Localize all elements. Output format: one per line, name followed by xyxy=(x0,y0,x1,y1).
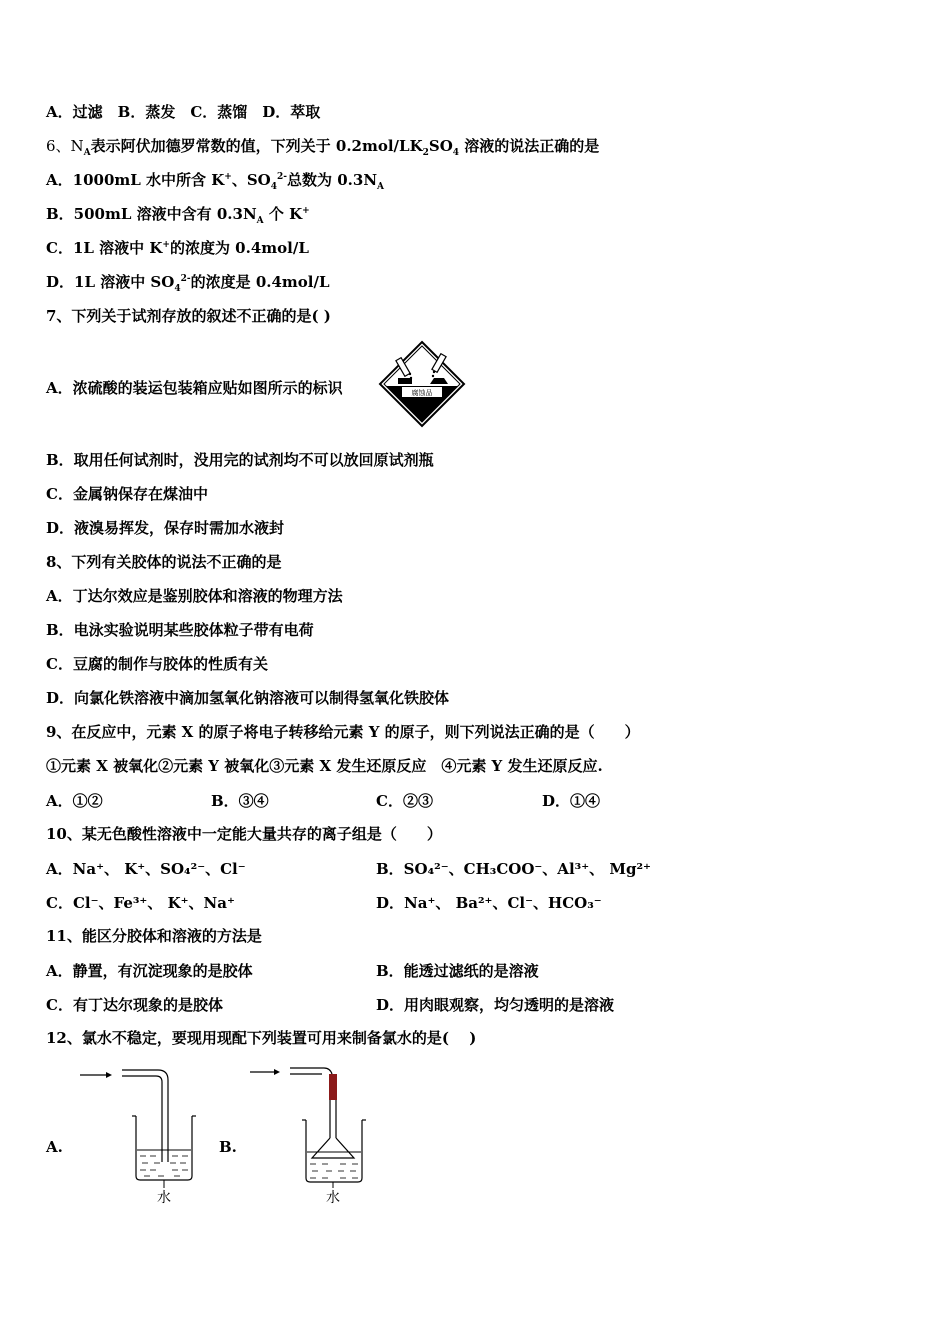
q9-stem: 9、在反应中，元素 X 的原子将电子转移给元素 Y 的原子，则下列说法正确的是（ ） xyxy=(46,723,640,741)
q8-option-b: B．电泳实验说明某些胶体粒子带有电荷 xyxy=(46,621,314,639)
q6-stem-b: SO xyxy=(428,137,453,155)
rubber-tube xyxy=(329,1074,337,1100)
corrosive-sign-text: 腐蚀品 xyxy=(411,389,433,397)
q9-option-c: C．②③ xyxy=(376,792,433,810)
q9-option-a: A．①② xyxy=(46,792,103,810)
q11-option-c: C．有丁达尔现象的是胶体 xyxy=(46,996,223,1014)
water-label-b: 水 xyxy=(326,1190,340,1204)
q9-option-d: D．①④ xyxy=(542,792,601,810)
q11-stem: 11、能区分胶体和溶液的方法是 xyxy=(46,927,262,945)
q6-option-a: A．1000mL 水中所含 K+、$SO_4^{2-}$总数为 $0.3N_A$ xyxy=(46,171,385,192)
q6-stem-a: 表示阿伏加德罗常数的值，下列关于 0.2mol/LK xyxy=(90,137,423,155)
beaker-icon xyxy=(136,1116,192,1180)
q6-option-b: B．500mL 溶液中含有 $0.3N_A$ 个 K+ xyxy=(46,205,310,226)
q7-option-d: D．液溴易挥发，保存时需加水液封 xyxy=(46,519,285,537)
water-label-a: 水 xyxy=(157,1190,171,1204)
funnel-icon xyxy=(312,1138,354,1158)
q9-items: ①元素 X 被氧化②元素 Y 被氧化③元素 X 发生还原反应 ④元素 Y 发生还原反应. xyxy=(46,757,603,775)
q6-sub-2: 2 xyxy=(422,148,429,158)
q6-sub-a: A xyxy=(83,148,91,158)
q10-option-d: D．Na⁺、 Ba²⁺、Cl⁻、HCO₃⁻ xyxy=(376,894,602,912)
q10-stem: 10、某无色酸性溶液中一定能大量共存的离子组是（ ） xyxy=(46,825,442,843)
q12-stem: 12、氯水不稳定，要现用现配下列装置可用来制备氯水的是( ) xyxy=(46,1029,477,1047)
apparatus-b-diagram xyxy=(246,1062,376,1204)
q8-option-d: D．向氯化铁溶液中滴加氢氧化钠溶液可以制得氢氧化铁胶体 xyxy=(46,689,450,707)
q10-option-c: C．Cl⁻、Fe³⁺、 K⁺、Na⁺ xyxy=(46,894,235,912)
q8-option-c: C．豆腐的制作与胶体的性质有关 xyxy=(46,655,268,673)
q7-option-a: A．浓硫酸的装运包装箱应贴如图所示的标识 xyxy=(46,379,343,397)
q6-stem xyxy=(46,136,599,156)
q11-option-d: D．用肉眼观察，均匀透明的是溶液 xyxy=(376,996,615,1014)
corrosive-hazard-sign xyxy=(378,340,466,428)
q11-option-a: A．静置，有沉淀现象的是胶体 xyxy=(46,962,253,980)
q5-options: A．过滤 B．蒸发 C．蒸馏 D．萃取 xyxy=(46,103,321,121)
q6-option-d: D．1L 溶液中 $SO_4^{2-}$的浓度是 0.4mol/L xyxy=(46,273,330,294)
q7-stem: 7、下列关于试剂存放的叙述不正确的是( ) xyxy=(46,307,331,325)
q9-option-b: B．③④ xyxy=(211,792,269,810)
q11-option-b: B．能透过滤纸的是溶液 xyxy=(376,962,539,980)
q10-option-b: B．SO₄²⁻、CH₃COO⁻、Al³⁺、 Mg²⁺ xyxy=(376,860,651,878)
q6-prefix: 6、N xyxy=(46,137,84,155)
q7-option-b: B．取用任何试剂时，没用完的试剂均不可以放回原试剂瓶 xyxy=(46,451,434,469)
apparatus-a-diagram xyxy=(76,1064,206,1204)
q6-option-c: C．1L 溶液中 K+的浓度为 0.4mol/L xyxy=(46,239,309,257)
q7-option-c: C．金属钠保存在煤油中 xyxy=(46,485,208,503)
beaker-icon xyxy=(306,1120,362,1182)
q12-label-a: A. xyxy=(46,1138,63,1156)
q12-label-b: B. xyxy=(219,1138,237,1156)
q10-option-a: A．Na⁺、 K⁺、SO₄²⁻、Cl⁻ xyxy=(46,860,246,878)
q6-stem-c: 溶液的说法正确的是 xyxy=(459,137,600,155)
q8-option-a: A．丁达尔效应是鉴别胶体和溶液的物理方法 xyxy=(46,587,343,605)
q8-stem: 8、下列有关胶体的说法不正确的是 xyxy=(46,553,282,571)
q6-sub-4: 4 xyxy=(452,148,460,158)
